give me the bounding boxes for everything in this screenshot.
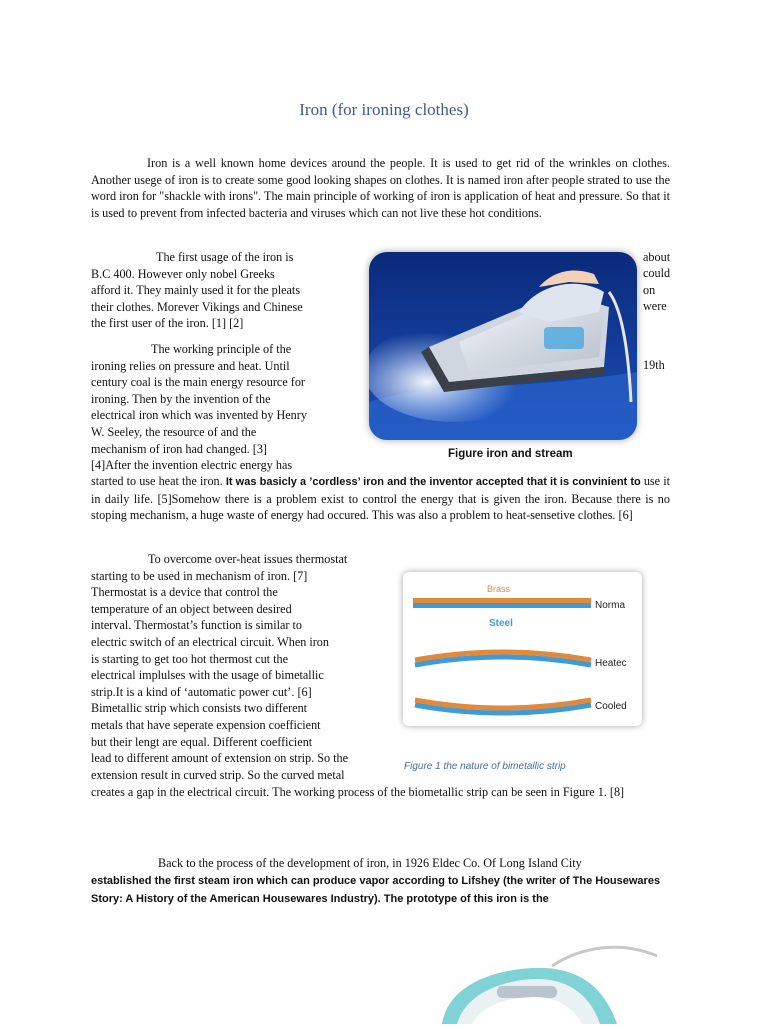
principle-word-19th: 19th xyxy=(643,358,665,372)
thermostat-line-12: but their lengt are equal. Different coefficient xyxy=(91,734,313,749)
history-word-could: could xyxy=(643,266,671,280)
label-heated: Heatec xyxy=(595,658,627,669)
thermostat-line-11: metals that have seperate expension coefficient xyxy=(91,717,321,732)
thermostat-line-10: Bimetallic strip which consists two different xyxy=(91,701,308,716)
thermostat-line-5: interval. Thermostat’s function is similar to xyxy=(91,618,302,633)
figure-1-caption: Figure iron and stream xyxy=(448,448,573,460)
thermostat-line-13: lead to different amount of extension on strip. So the xyxy=(91,751,349,766)
history-word-were: were xyxy=(643,299,667,313)
principle-line-4: ironing. Then by the invention of the xyxy=(91,391,271,406)
steam-iron-photo xyxy=(402,936,672,1024)
paragraph-working-principle xyxy=(91,341,366,474)
history-word-on: on xyxy=(643,283,656,297)
steam-iron-start: Back to the process of the development of iron, in 1926 Eldec Co. Of Long Island City xyxy=(158,856,582,870)
thermostat-line-4: temperature of an object between desired xyxy=(91,601,292,616)
cordless-rest: use it in daily life. [5]Somehow there is a problem exist to control the energy that is given the iron. Because there is no stoping mechanism, a huge waste of energy had occured. This was also a problem to heat-sensetive clothes. [6] xyxy=(91,474,670,523)
history-line-2: B.C 400. However only nobel Greeks xyxy=(91,266,275,281)
paragraph-thermostat xyxy=(91,551,396,783)
paragraph-bimetallic-cont: creates a gap in the electrical circuit. The working process of the biometallic strip can be seen in Figure 1. [8] xyxy=(91,785,625,799)
thermostat-line-9: strip.It is a kind of ‘automatic power cut’. [6] xyxy=(91,684,312,699)
bimetallic-strip-figure xyxy=(403,572,642,726)
thermostat-line-1: To overcome over-heat issues thermostat xyxy=(148,552,348,566)
principle-line-5: electrical iron which was invented by Henry xyxy=(91,408,307,423)
strip-brass-normal xyxy=(413,598,591,603)
cordless-bold: It was basicly a ’cordless’ iron and the inventor accepted that it is convinient to xyxy=(225,476,641,488)
paragraph-cordless xyxy=(91,473,670,524)
label-steel: Steel xyxy=(489,618,513,629)
page-title: Iron (for ironing clothes) xyxy=(299,100,469,119)
principle-line-2: ironing relies on pressure and heat. Until xyxy=(91,358,290,373)
figure-2-caption: Figure 1 the nature of bimetallic strip xyxy=(404,761,566,772)
iron-steam-photo xyxy=(369,252,637,440)
steam-iron-bold: established the first steam iron which can produce vapor according to Lifshey (the writer of The Housewares Story: A History of the American Housewares Industry). The prototype of this iron is the xyxy=(91,874,661,905)
principle-line-1: The working principle of the xyxy=(151,342,292,356)
principle-line-3: century coal is the main energy resource for xyxy=(91,375,305,390)
paragraph-steam-iron xyxy=(91,855,670,908)
strip-steel-normal xyxy=(413,603,591,608)
paragraph-intro-text: Iron is a well known home devices around the people. It is used to get rid of the wrinkles on clothes. Another usege of iron is to create some good looking shapes on clothes. It is named iron after people strated to use the word iron for "shackle with irons". The main principle of working of iron is application of heat and pressure. So that it is used to prevent from infected bacteria and viruses which can not live these hot conditions. xyxy=(91,156,670,220)
history-line-1: The first usage of the iron is xyxy=(156,250,294,264)
principle-line-6: W. Seeley, the resource of and the xyxy=(91,424,257,439)
thermostat-line-14: extension result in curved strip. So the curved metal xyxy=(91,767,345,782)
principle-line-8: [4]After the invention electric energy has xyxy=(91,458,293,473)
history-line-4: their clothes. Morever Vikings and Chinese xyxy=(91,299,303,314)
history-line-5: the first user of the iron. [1] [2] xyxy=(91,316,244,331)
thermostat-line-6: electric switch of an electrical circuit. When iron xyxy=(91,634,329,649)
thermostat-line-2: starting to be used in mechanism of iron. [7] xyxy=(91,568,308,583)
history-word-about: about xyxy=(643,250,671,264)
paragraph-history xyxy=(91,249,366,332)
cordless-start: started to use heat the iron. xyxy=(91,474,226,488)
label-brass: Brass xyxy=(487,584,511,594)
history-line-3: afford it. They mainly used it for the pleats xyxy=(91,283,301,298)
label-normal: Norma xyxy=(595,600,626,611)
paragraph-intro xyxy=(91,155,670,221)
principle-line-7: mechanism of iron had changed. [3] xyxy=(91,441,267,456)
thermostat-line-7: is starting to get too hot thermost cut the xyxy=(91,651,289,666)
thermostat-line-8: electrical implulses with the usage of bimetallic xyxy=(91,668,324,683)
label-cooled: Cooled xyxy=(595,701,627,712)
thermostat-line-3: Thermostat is a device that control the xyxy=(91,585,278,600)
